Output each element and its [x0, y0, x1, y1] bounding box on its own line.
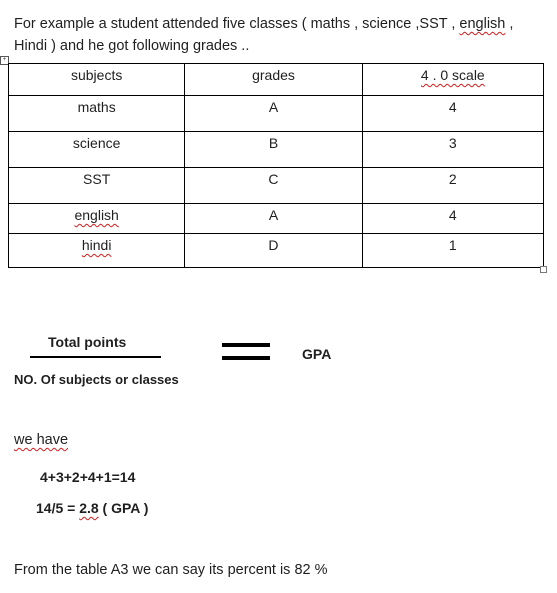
conclusion-text: From the table A3 we can say its percent is 82 %	[14, 562, 328, 578]
gpa-value: 2.8	[79, 500, 99, 516]
intro-line-2: Hindi ) and he got following grades ..	[14, 38, 250, 54]
equals-sign-bottom-bar	[222, 356, 270, 360]
cell-scale: 4	[362, 96, 543, 132]
cell-grade: B	[185, 132, 362, 168]
intro-paragraph	[14, 13, 513, 57]
cell-grade: C	[185, 168, 362, 204]
cell-scale: 1	[362, 234, 543, 268]
table-move-handle-icon[interactable]: +	[0, 56, 9, 65]
table-row	[9, 96, 544, 132]
intro-line-1	[14, 13, 513, 35]
table-row	[9, 234, 544, 268]
we-have-label: we have	[14, 432, 69, 448]
table-row	[9, 132, 544, 168]
header-subjects: subjects	[9, 64, 185, 96]
grades-table	[8, 63, 544, 268]
fraction-bar	[30, 356, 161, 358]
cell-scale: 3	[362, 132, 543, 168]
cell-subject: maths	[9, 96, 185, 132]
header-grades: grades	[185, 64, 362, 96]
cell-grade: A	[185, 204, 362, 234]
cell-subject: science	[9, 132, 185, 168]
cell-scale: 4	[362, 204, 543, 234]
cell-subject-text: hindi	[81, 237, 112, 253]
header-scale	[362, 64, 543, 96]
table-resize-handle-icon[interactable]	[540, 266, 547, 273]
cell-subject	[9, 234, 185, 268]
table-row	[9, 168, 544, 204]
gpa-calculation	[36, 500, 148, 516]
cell-scale: 2	[362, 168, 543, 204]
cell-subject	[9, 204, 185, 234]
intro-line-1-text: For example a student attended five classes ( maths , science ,SST ,	[14, 16, 460, 32]
header-scale-text: 4 . 0 scale	[420, 67, 485, 83]
formula-numerator: Total points	[48, 334, 127, 350]
table-header-row	[9, 64, 544, 96]
intro-line-1-end: ,	[505, 16, 514, 32]
cell-subject: SST	[9, 168, 185, 204]
gpa-calc-suffix: ( GPA )	[98, 500, 149, 516]
we-have-text	[14, 432, 68, 448]
cell-grade: D	[185, 234, 362, 268]
spellcheck-word-english: english	[459, 16, 506, 32]
cell-grade: A	[185, 96, 362, 132]
formula-denominator: NO. Of subjects or classes	[14, 372, 179, 387]
cell-subject-text: english	[74, 207, 119, 223]
equals-sign-top-bar	[222, 343, 270, 347]
table-row	[9, 204, 544, 234]
formula-result: GPA	[302, 346, 332, 362]
sum-calculation: 4+3+2+4+1=14	[40, 469, 136, 485]
gpa-calc-prefix: 14/5 =	[36, 500, 80, 516]
